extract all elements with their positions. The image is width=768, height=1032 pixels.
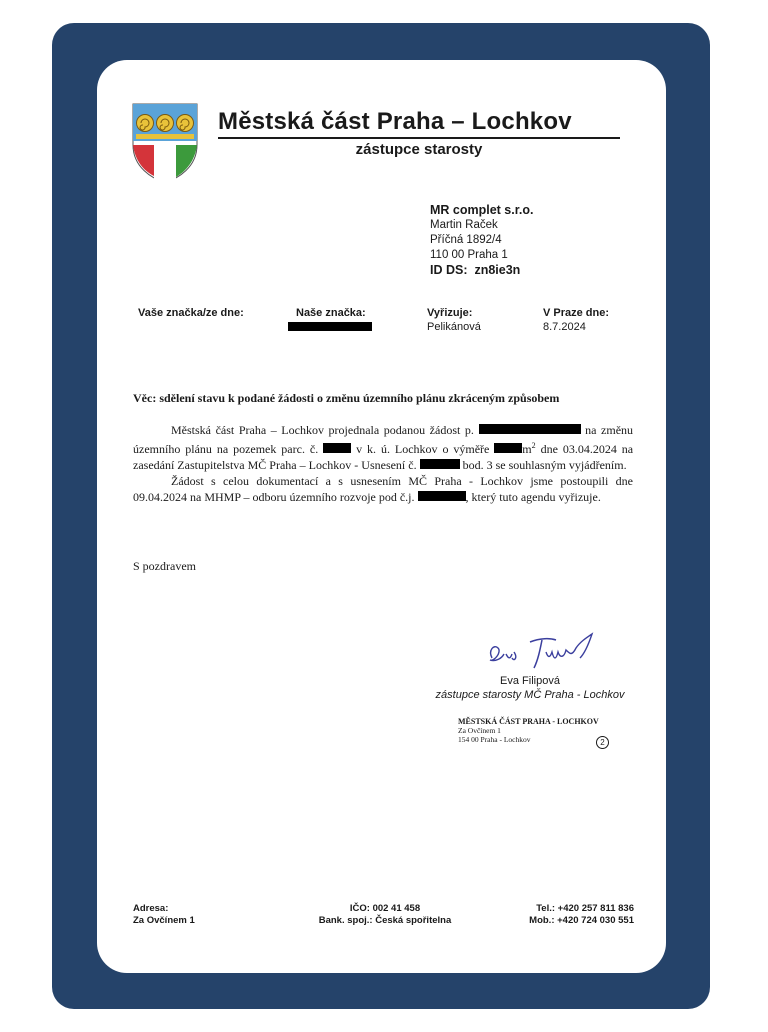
title-underline bbox=[218, 137, 620, 139]
page-subtitle: zástupce starosty bbox=[355, 141, 483, 158]
recipient-id-value: zn8ie3n bbox=[474, 263, 521, 277]
recipient-id-label: ID DS: bbox=[430, 263, 468, 277]
redacted-reference bbox=[288, 322, 372, 331]
recipient-company: MR complet s.r.o. bbox=[430, 203, 534, 217]
p2-part-a: Žádost s celou dokumentací a s usnesením MČ Praha - Lochkov jsme postoupili dne 09.04.2024 na MHMP – odboru územního rozvoje pod č.j. bbox=[133, 474, 633, 504]
p1-part-c: v k. ú. Lochkov o výměře bbox=[356, 442, 490, 456]
your-ref-label: Vaše značka/ze dne: bbox=[138, 307, 244, 319]
stamp-line-1: MĚSTSKÁ ČÁST PRAHA - LOCHKOV bbox=[458, 717, 599, 726]
p1-part-a: Městská část Praha – Lochkov projednala podanou žádost p. bbox=[171, 423, 474, 437]
date-value: 8.7.2024 bbox=[543, 321, 586, 333]
p1-part-b: na změnu územního plánu na pozemek parc. č. bbox=[133, 423, 634, 456]
recipient-street: Příčná 1892/4 bbox=[430, 234, 502, 246]
redacted-parcel bbox=[323, 443, 351, 453]
redacted-resolution bbox=[420, 459, 460, 469]
recipient-block bbox=[430, 203, 534, 278]
p1-part-e: bod. 3 se souhlasným vyjádřením. bbox=[462, 458, 627, 472]
handled-by-label: Vyřizuje: bbox=[427, 307, 473, 319]
paragraph-1 bbox=[133, 422, 633, 473]
date-block bbox=[543, 306, 609, 334]
footer-address bbox=[133, 903, 195, 927]
official-stamp bbox=[458, 717, 599, 744]
footer-mob: Mob.: +420 724 030 551 bbox=[529, 915, 634, 926]
your-ref bbox=[138, 306, 244, 320]
footer-address-label: Adresa: bbox=[133, 903, 169, 914]
stamp-line-2: Za Ovčínem 1 bbox=[458, 726, 501, 735]
our-ref bbox=[296, 306, 366, 320]
p2-part-b: , který tuto agendu vyřizuje. bbox=[465, 490, 601, 504]
footer-tel: Tel.: +420 257 811 836 bbox=[536, 903, 634, 914]
recipient-city: 110 00 Praha 1 bbox=[430, 249, 508, 261]
subject-line: Věc: sdělení stavu k podané žádosti o změnu územního plánu zkráceným způsobem bbox=[133, 391, 560, 405]
coat-of-arms-icon bbox=[132, 103, 198, 183]
handled-by-value: Pelikánová bbox=[427, 321, 481, 333]
greeting: S pozdravem bbox=[133, 559, 196, 573]
p1-unit-sup: 2 bbox=[531, 441, 536, 450]
handled-by bbox=[427, 306, 481, 334]
recipient-name: Martin Raček bbox=[430, 219, 498, 231]
footer-phones bbox=[510, 903, 634, 927]
signer-name: Eva Filipová bbox=[500, 675, 560, 687]
footer-ico: IČO: 002 41 458 bbox=[349, 903, 421, 914]
page-title: Městská část Praha – Lochkov bbox=[218, 108, 572, 135]
footer-ids bbox=[300, 903, 470, 927]
document-page bbox=[97, 60, 666, 973]
our-ref-label: Naše značka: bbox=[296, 307, 366, 319]
recipient-id bbox=[430, 263, 534, 278]
p1-part-d: dne 03.04.2024 na zasedání Zastupitelstva MČ Praha – Lochkov - Usnesení č. bbox=[133, 442, 634, 472]
redacted-file-number bbox=[418, 491, 466, 501]
stamp-line-3: 154 00 Praha - Lochkov bbox=[458, 735, 531, 744]
footer-address-value: Za Ovčínem 1 bbox=[133, 915, 195, 926]
letter-body bbox=[133, 422, 633, 505]
signer-block bbox=[430, 674, 630, 702]
footer-bank: Bank. spoj.: Česká spořitelna bbox=[318, 915, 452, 926]
paragraph-2 bbox=[133, 473, 633, 505]
signer-role: zástupce starosty MČ Praha - Lochkov bbox=[435, 689, 625, 701]
stamp-number: 2 bbox=[596, 736, 609, 749]
signature-icon bbox=[484, 628, 604, 674]
redacted-name bbox=[479, 424, 581, 434]
date-label: V Praze dne: bbox=[543, 307, 610, 319]
p1-unit: m bbox=[522, 442, 532, 456]
redacted-area bbox=[494, 443, 522, 453]
